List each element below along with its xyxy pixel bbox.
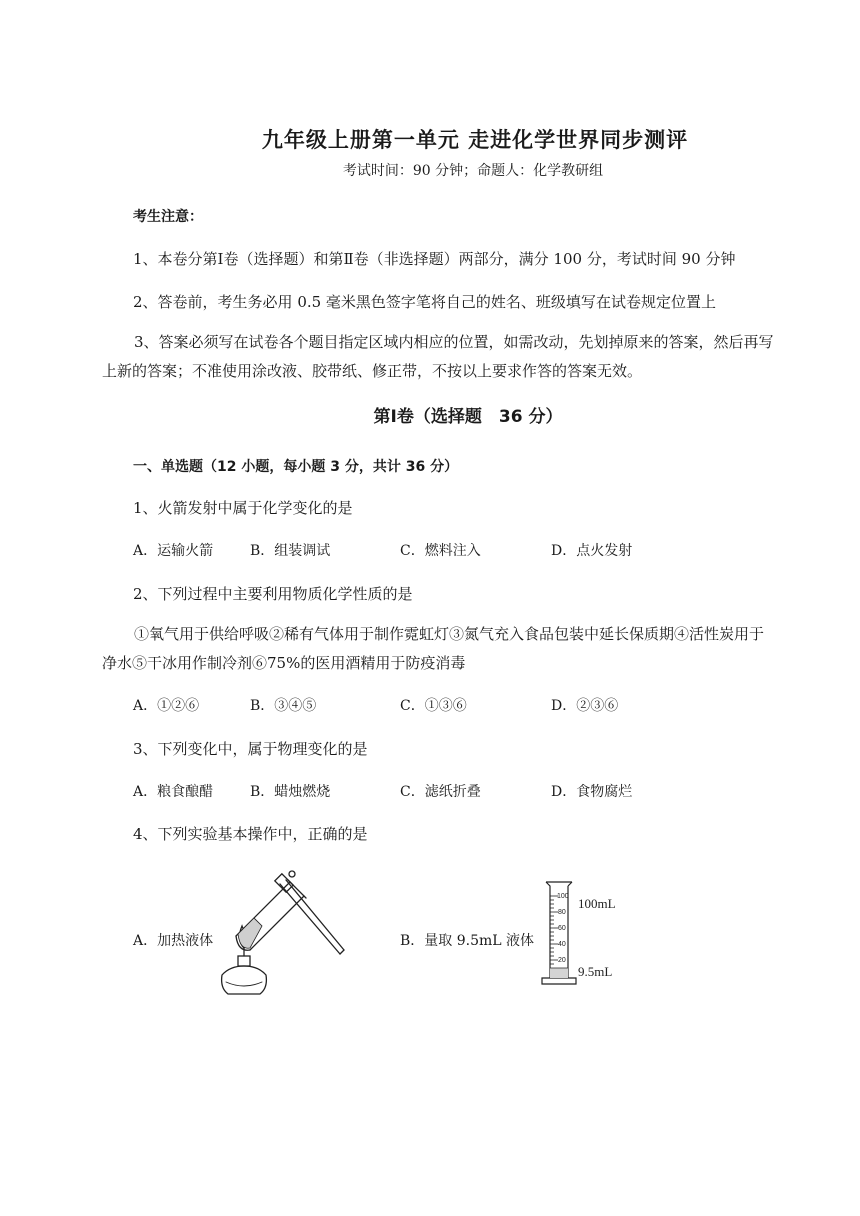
cylinder-scale-60: 60 [558, 925, 566, 932]
notice-heading: 考生注意： [133, 209, 203, 225]
document-title: 九年级上册第一单元 走进化学世界同步测评 [261, 128, 689, 152]
question-4-option-b: B．量取 9.5mL 液体 [400, 933, 535, 949]
notice-item-2: 2、答卷前，考生务必用 0.5 毫米黑色签字笔将自己的姓名、班级填写在试卷规定位置上 [133, 293, 716, 311]
question-3-option-d: D．食物腐烂 [551, 784, 633, 800]
section-heading: 一、单选题（12 小题，每小题 3 分，共计 36 分） [133, 459, 459, 475]
question-2-detail: ①氧气用于供给呼吸②稀有气体用于制作霓虹灯③氮气充入食品包装中延长保质期④活性炭用于净水⑤干冰用作制冷剂⑥75%的医用酒精用于防疫消毒 [102, 625, 765, 672]
test-tube-heating-figure [210, 870, 350, 1005]
question-4-stem: 4、下列实验基本操作中，正确的是 [133, 825, 368, 843]
document-subtitle: 考试时间：90 分钟；命题人：化学教研组 [342, 163, 604, 179]
cylinder-label-top: 100mL [578, 896, 616, 911]
cylinder-scale-40: 40 [558, 941, 566, 948]
question-1-option-d: D．点火发射 [551, 543, 633, 559]
cylinder-scale-100: 100 [557, 893, 569, 900]
question-2-option-d: D．②③⑥ [551, 698, 619, 714]
cylinder-scale-80: 80 [558, 909, 566, 916]
question-3-option-a: A．粮食酿醋 [133, 784, 214, 800]
question-1-option-a: A．运输火箭 [133, 543, 214, 559]
question-1-option-c: C．燃料注入 [400, 543, 481, 559]
question-2-stem: 2、下列过程中主要利用物质化学性质的是 [133, 585, 413, 603]
notice-item-1: 1、本卷分第Ⅰ卷（选择题）和第Ⅱ卷（非选择题）两部分，满分 100 分，考试时间 90 分钟 [133, 250, 736, 268]
question-3-stem: 3、下列变化中，属于物理变化的是 [133, 740, 368, 758]
question-2-option-c: C．①③⑥ [400, 698, 467, 714]
question-2-option-a: A．①②⑥ [133, 698, 200, 714]
cylinder-label-bottom: 9.5mL [578, 964, 613, 979]
notice-item-3: 3、答案必须写在试卷各个题目指定区域内相应的位置，如需改动，先划掉原来的答案，然后再写上新的答案；不准使用涂改液、胶带纸、修正带，不按以上要求作答的答案无效。 [102, 333, 774, 380]
question-2-option-b: B．③④⑤ [250, 698, 317, 714]
cylinder-scale-20: 20 [558, 957, 566, 964]
part1-title: 第Ⅰ卷（选择题 36 分） [373, 407, 563, 427]
question-3-option-b: B．蜡烛燃烧 [250, 784, 331, 800]
question-4-option-a: A．加热液体 [133, 933, 214, 949]
question-3-option-c: C．滤纸折叠 [400, 784, 481, 800]
question-1-stem: 1、火箭发射中属于化学变化的是 [133, 499, 353, 517]
graduated-cylinder-figure [538, 878, 638, 990]
question-1-option-b: B．组装调试 [250, 543, 331, 559]
